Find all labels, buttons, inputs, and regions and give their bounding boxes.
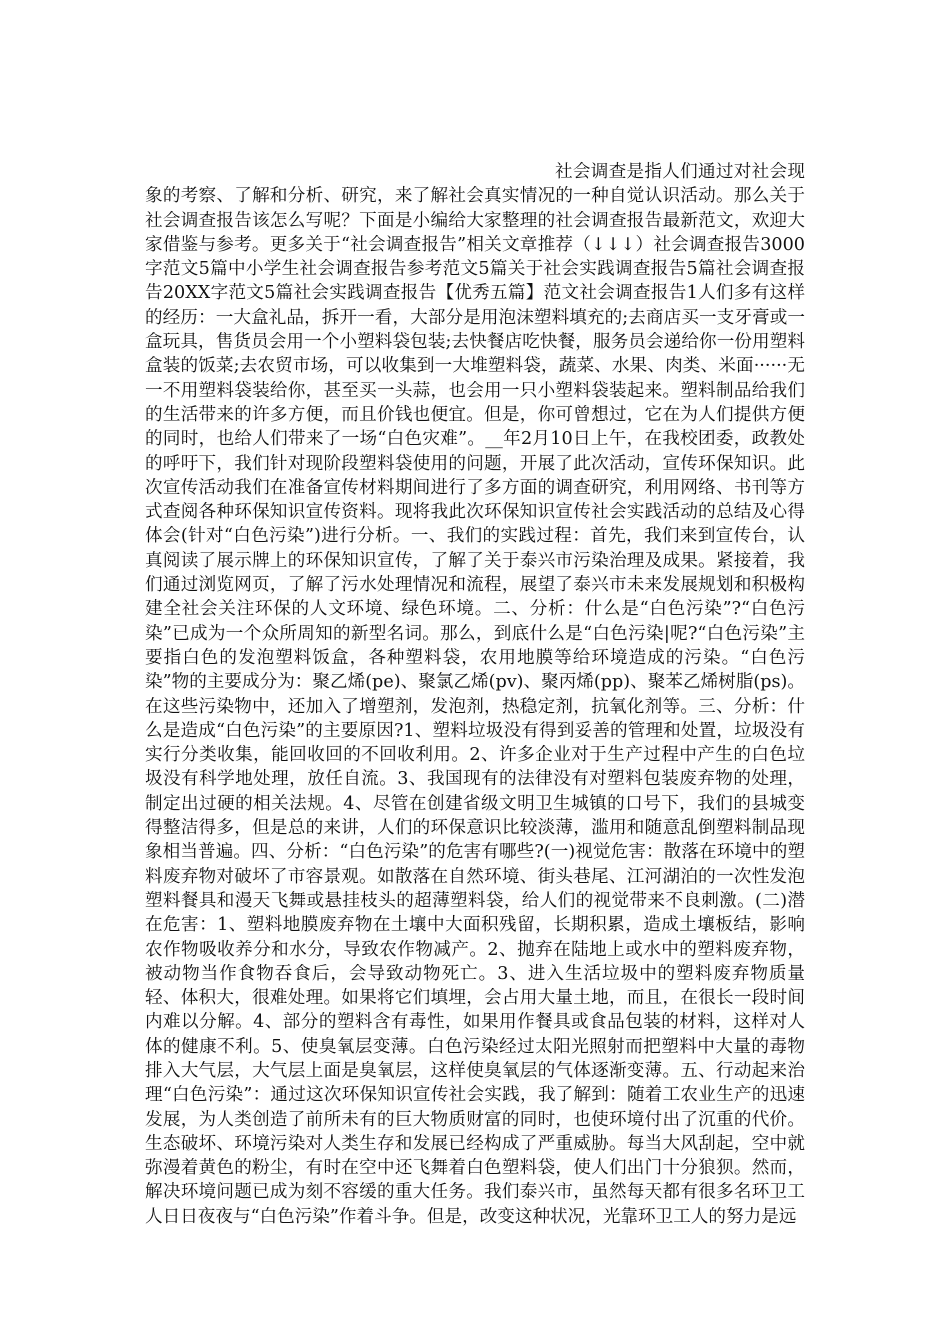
body-paragraph: 社会调查是指人们通过对社会现象的考察、了解和分析、研究，来了解社会真实情况的一种自觉认识活动。那么关于社会调查报告该怎么写呢？下面是小编给大家整理的社会调查报告最新范文，欢迎大家借鉴与参考。更多关于“社会调查报告”相关文章推荐（↓↓↓）社会调查报告3000字范文5篇中小学生社会调查报告参考范文5篇关于社会实践调查报告5篇社会调查报告20XX字范文5篇社会实践调查报告【优秀五篇】范文社会调查报告1人们多有这样的经历：一大盒礼品，拆开一看，大部分是用泡沫塑料填充的;去商店买一支牙膏或一盒玩具，售货员会用一个小塑料袋包装;去快餐店吃快餐，服务员会递给你一份用塑料盒装的饭菜;去农贸市场，可以收集到一大堆塑料袋，蔬菜、水果、肉类、米面······无一不用塑料袋装给你，甚至买一头蒜，也会用一只小塑料袋装起来。塑料制品给我们的生活带来的许多方便，而且价钱也便宜。但是，你可曾想过，它在为人们提供方便的同时，也给人们带来了一场“白色灾难”。__年2月10日上午，在我校团委，政教处的呼吁下，我们针对现阶段塑料袋使用的问题，开展了此次活动，宣传环保知识。此次宣传活动我们在准备宣传材料期间进行了多方面的调查研究，利用网络、书刊等方式查阅各种环保知识宣传资料。现将我此次环保知识宣传社会实践活动的总结及心得体会(针对“白色污染”)进行分析。一、我们的实践过程：首先，我们来到宣传台，认真阅读了展示牌上的环保知识宣传，了解了关于泰兴市污染治理及成果。紧接着，我们通过浏览网页，了解了污水处理情况和流程，展望了泰兴市未来发展规划和积极构建全社会关注环保的人文环境、绿色环境。二、分析：什么是“白色污染”?“白色污染”已成为一个众所周知的新型名词。那么，到底什么是“白色污染|呢?“白色污染”主要指白色的发泡塑料饭盒，各种塑料袋，农用地膜等给环境造成的污染。“白色污染”物的主要成分为：聚乙烯(pe)、聚氯乙烯(pv)、聚丙烯(pp)、聚苯乙烯树脂(ps)。在这些污染物中，还加入了增塑剂，发泡剂，热稳定剂，抗氧化剂等。三、分析：什么是造成“白色污染”的主要原因?1、塑料垃圾没有得到妥善的管理和处置，垃圾没有实行分类收集，能回收回的不回收利用。2、许多企业对于生产过程中产生的白色垃圾没有科学地处理，放任自流。3、我国现有的法律没有对塑料包装废弃物的处理，制定出过硬的相关法规。4、尽管在创建省级文明卫生城镇的口号下，我们的县城变得整洁得多，但是总的来讲，人们的环保意识比较淡薄，滥用和随意乱倒塑料制品现象相当普遍。四、分析：“白色污染”的危害有哪些?(一)视觉危害：散落在环境中的塑料废弃物对破坏了市容景观。如散落在自然环境、街头巷尾、江河湖泊的一次性发泡塑料餐具和漫天飞舞或悬挂枝头的超薄塑料袋，给人们的视觉带来不良刺激。(二)潜在危害：1、塑料地膜废弃物在土壤中大面积残留，长期积累，造成土壤板结，影响农作物吸收养分和水分，导致农作物减产。2、抛弃在陆地上或水中的塑料废弃物，被动物当作食物吞食后，会导致动物死亡。3、进入生活垃圾中的塑料废弃物质量轻、体积大，很难处理。如果将它们填埋，会占用大量土地，而且，在很长一段时间内难以分解。4、部分的塑料含有毒性，如果用作餐具或食品包装的材料，这样对人体的健康不利。5、使臭氧层变薄。白色污染经过太阳光照射而把塑料中大量的毒物排入大气层，大气层上面是臭氧层，这样使臭氧层的气体逐渐变薄。五、行动起来治理“白色污染”：通过这次环保知识宣传社会实践，我了解到：随着工农业生产的迅速发展，为人类创造了前所未有的巨大物质财富的同时，也使环境付出了沉重的代价。生态破坏、环境污染对人类生存和发展已经构成了严重威胁。每当大风刮起，空中就弥漫着黄色的粉尘，有时在空中还飞舞着白色塑料袋，使人们出门十分狼狈。然而，解决环境问题已成为刻不容缓的重大任务。我们泰兴市，虽然每天都有很多名环卫工人日日夜夜与“白色污染”作着斗争。但是，改变这种状况，光靠环卫工人的努力是远 [145, 162, 805, 1227]
